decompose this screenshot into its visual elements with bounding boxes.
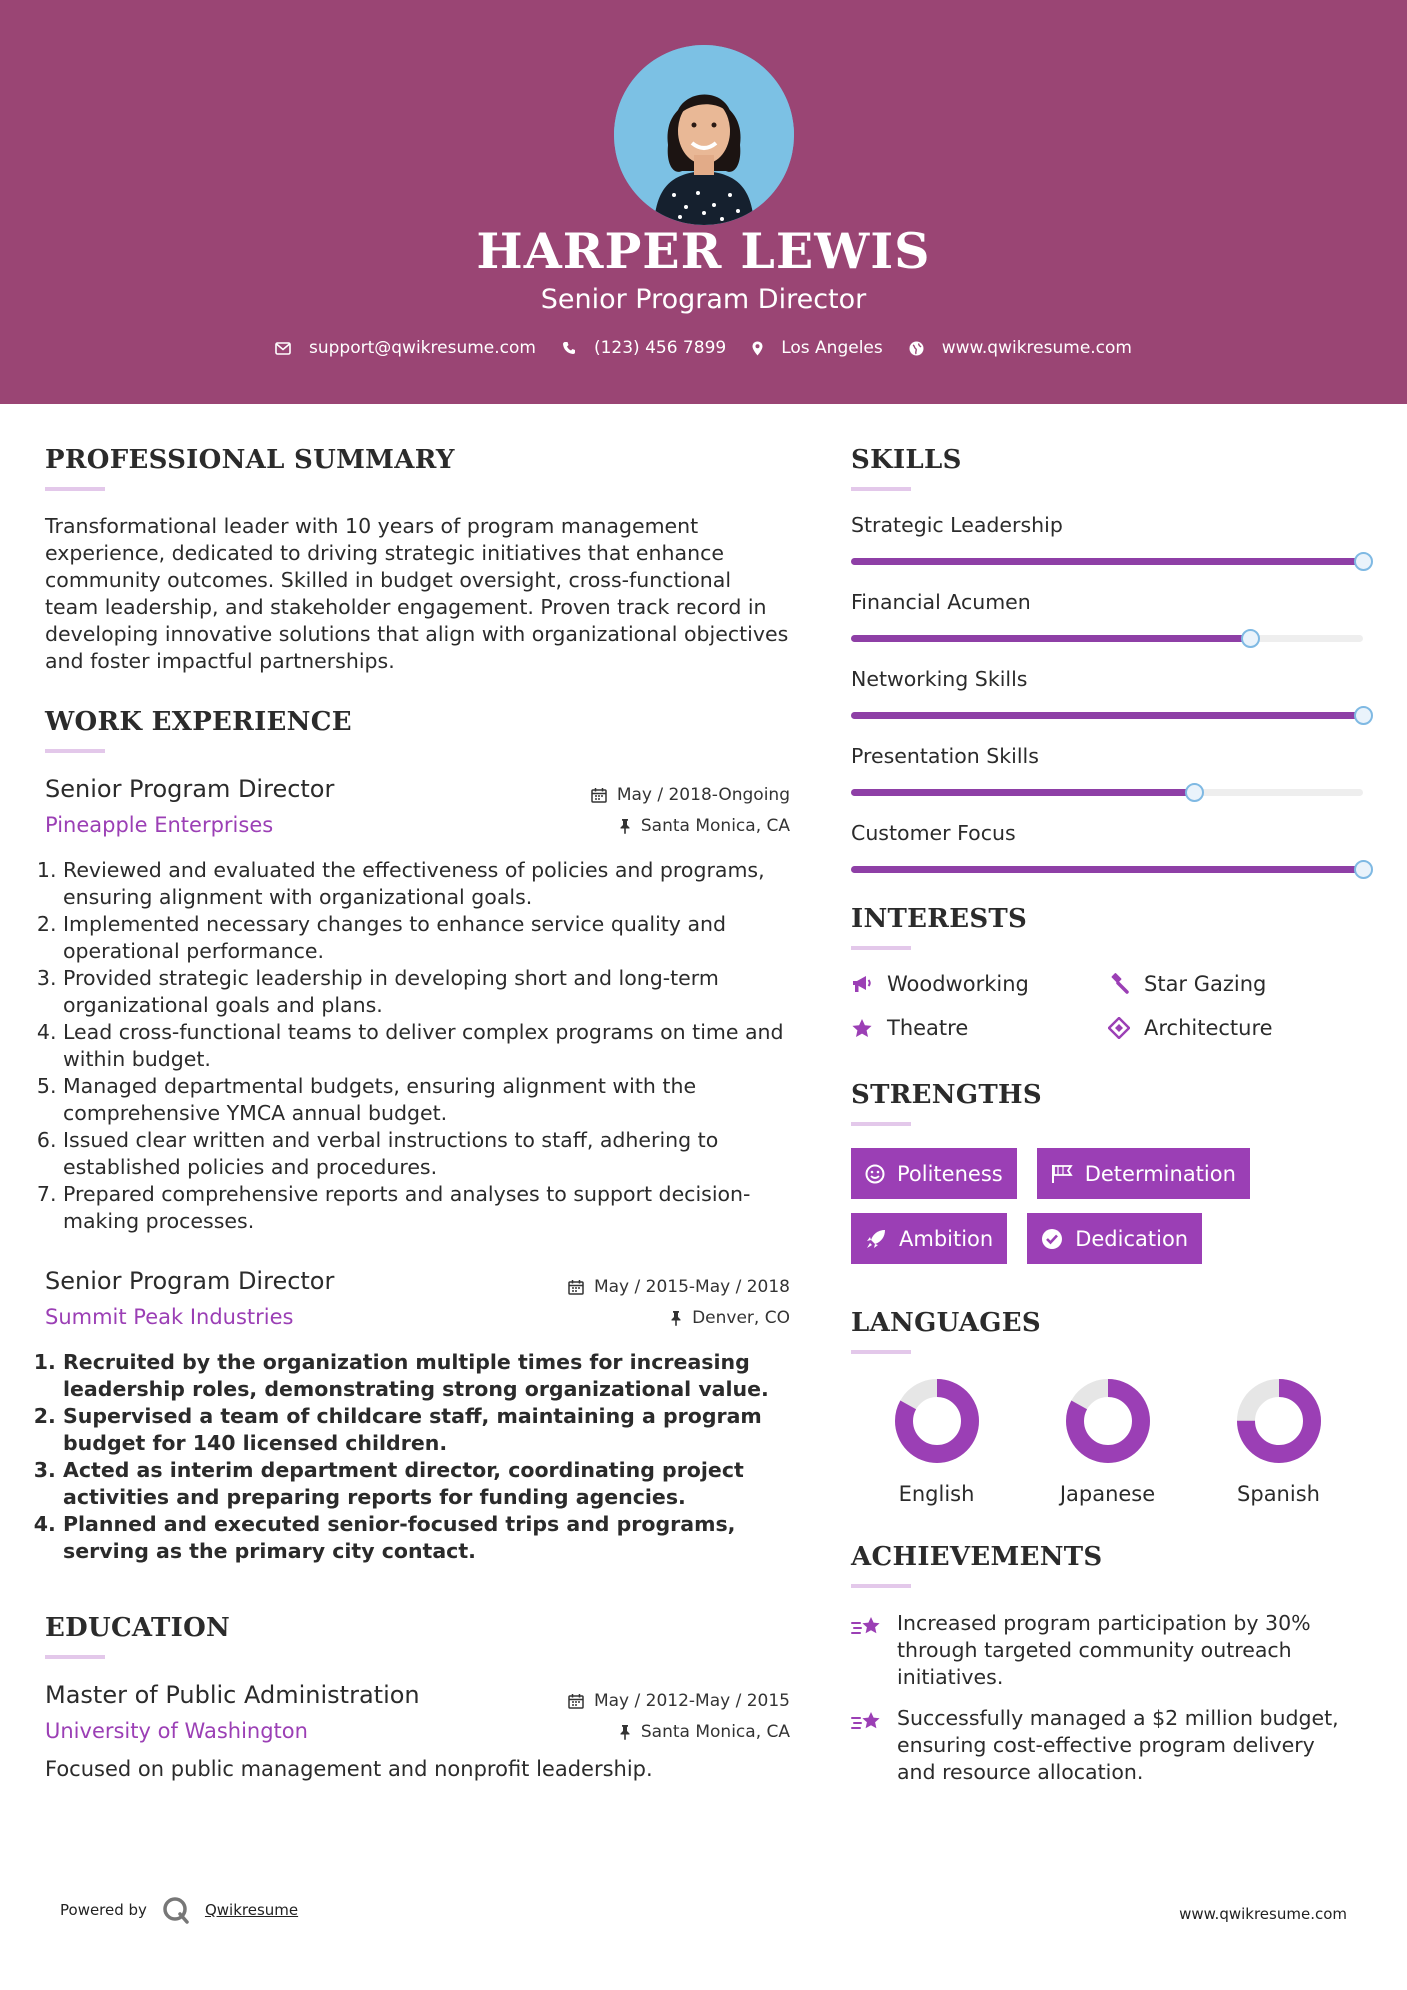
contact-bar <box>0 338 1407 358</box>
interests-list <box>851 972 1371 1040</box>
duty-item: 7. Prepared comprehensive reports and analyses to support decision-making processes. <box>63 1181 790 1235</box>
section-divider <box>851 946 911 950</box>
duty-item: 4. Planned and executed senior-focused trips and programs, serving as the primary city contact. <box>63 1511 790 1565</box>
duty-item: 5. Managed departmental budgets, ensuring alignment with the comprehensive YMCA annual budget. <box>63 1073 790 1127</box>
footer-powered-by <box>60 1895 298 1925</box>
job-title: Senior Program Director <box>45 1267 335 1295</box>
pushpin-icon <box>619 1724 631 1740</box>
shooting-star-icon <box>851 1614 883 1640</box>
calendar-icon <box>568 1693 584 1709</box>
job-company: Pineapple Enterprises <box>45 813 274 837</box>
job-duties <box>45 1349 790 1565</box>
interest-item <box>1108 972 1358 996</box>
skill-item <box>851 513 1371 590</box>
phone-icon <box>562 341 576 355</box>
education-description: Focused on public management and nonprofit leadership. <box>45 1757 653 1781</box>
strength-label: Ambition <box>899 1226 994 1251</box>
qwikresume-logo-icon <box>161 1895 191 1925</box>
skill-level-handle <box>1241 629 1260 648</box>
right-column <box>851 445 1371 1800</box>
language-donut <box>892 1376 982 1466</box>
language-label: Spanish <box>1237 1482 1320 1506</box>
language-label: English <box>898 1482 975 1506</box>
duty-item: 2. Supervised a team of childcare staff, maintaining a program budget for 140 licensed children. <box>63 1403 790 1457</box>
skills-list <box>851 513 1371 898</box>
smile-icon <box>865 1164 885 1184</box>
job-company: Summit Peak Industries <box>45 1305 294 1329</box>
skill-name: Financial Acumen <box>851 590 1031 614</box>
strengths-heading: STRENGTHS <box>851 1080 1042 1110</box>
gavel-icon <box>1108 973 1130 995</box>
section-divider <box>45 487 105 491</box>
skill-level-fill <box>851 789 1194 796</box>
pushpin-icon <box>619 818 631 834</box>
strengths-section <box>851 1080 1371 1278</box>
language-donut <box>1234 1376 1324 1466</box>
avatar <box>614 45 794 225</box>
contact-website-text: www.qwikresume.com <box>941 338 1132 358</box>
section-divider <box>851 1584 911 1588</box>
interest-item <box>851 972 1108 996</box>
interest-label: Architecture <box>1144 1016 1273 1040</box>
job-location: Santa Monica, CA <box>640 815 790 836</box>
skills-heading: SKILLS <box>851 445 962 475</box>
skill-track <box>851 558 1363 565</box>
skill-track <box>851 635 1363 642</box>
skill-name: Strategic Leadership <box>851 513 1063 537</box>
section-divider <box>45 749 105 753</box>
contact-location-text: Los Angeles <box>781 338 883 358</box>
education-heading: EDUCATION <box>45 1613 231 1643</box>
interest-item <box>1108 1016 1358 1040</box>
job-date: May / 2015-May / 2018 <box>593 1276 790 1297</box>
pushpin-icon <box>670 1310 682 1326</box>
language-item <box>851 1376 1022 1506</box>
duty-item: 1. Recruited by the organization multiple times for increasing leadership roles, demonstrating strong organizational value. <box>63 1349 790 1403</box>
strength-tag <box>1037 1148 1250 1199</box>
duty-item: 3. Acted as interim department director, coordinating project activities and preparing reports for funding agencies. <box>63 1457 790 1511</box>
degree-title: Master of Public Administration <box>45 1681 420 1709</box>
contact-email[interactable] <box>275 338 536 358</box>
job-title: Senior Program Director <box>45 775 335 803</box>
contact-phone-text: (123) 456 7899 <box>593 338 727 358</box>
skill-level-handle <box>1354 860 1373 879</box>
strength-label: Determination <box>1084 1161 1236 1186</box>
experience-section <box>45 707 790 1565</box>
duty-item: 3. Provided strategic leadership in developing short and long-term organizational goals and plans. <box>63 965 790 1019</box>
job-entry <box>45 1267 790 1565</box>
achievements-heading: ACHIEVEMENTS <box>851 1542 1103 1572</box>
flag-icon <box>1051 1164 1073 1184</box>
contact-email-text: support@qwikresume.com <box>309 338 536 358</box>
summary-text: Transformational leader with 10 years of program management experience, dedicated to driving strategic initiatives that enhance community outcomes. Skilled in budget oversight, cross-functional team leadership, and stakeholder engagement. Proven track record in developing innovative solutions that align with organizational objectives and foster impactful partnerships. <box>45 514 789 673</box>
achievement-text: Increased program participation by 30% through targeted community outreach initiatives. <box>897 1611 1311 1689</box>
duty-item: 1. Reviewed and evaluated the effectiveness of policies and programs, ensuring alignment with organizational goals. <box>63 857 790 911</box>
skill-level-handle <box>1185 783 1204 802</box>
contact-website[interactable] <box>909 338 1132 358</box>
job-meta <box>568 1271 790 1333</box>
contact-phone[interactable] <box>562 338 726 358</box>
profile-photo <box>614 45 794 225</box>
education-section <box>45 1613 790 1781</box>
interests-section <box>851 904 1371 1040</box>
education-date: May / 2012-May / 2015 <box>593 1690 790 1711</box>
languages-list <box>851 1376 1371 1506</box>
skill-name: Networking Skills <box>851 667 1028 691</box>
school-name: University of Washington <box>45 1719 308 1743</box>
strength-tag <box>1027 1213 1202 1264</box>
skill-item <box>851 821 1371 898</box>
section-divider <box>851 487 911 491</box>
job-entry <box>45 775 790 1235</box>
language-label: Japanese <box>1059 1482 1156 1506</box>
skill-item <box>851 667 1371 744</box>
language-item <box>1022 1376 1193 1506</box>
job-location: Denver, CO <box>692 1307 790 1328</box>
education-location: Santa Monica, CA <box>640 1721 790 1742</box>
strengths-list <box>851 1148 1371 1278</box>
education-entry <box>45 1681 790 1781</box>
skill-level-handle <box>1354 552 1373 571</box>
skill-item <box>851 590 1371 667</box>
strength-tag <box>851 1213 1007 1264</box>
skill-name: Customer Focus <box>851 821 1016 845</box>
calendar-icon <box>591 787 607 803</box>
globe-icon <box>909 341 924 356</box>
skill-level-fill <box>851 866 1363 873</box>
skills-section <box>851 445 1371 898</box>
duty-item: 4. Lead cross-functional teams to deliver complex programs on time and within budget. <box>63 1019 790 1073</box>
candidate-name: HARPER LEWIS <box>476 222 931 280</box>
skill-track <box>851 866 1363 873</box>
envelope-icon <box>275 342 291 355</box>
skill-name: Presentation Skills <box>851 744 1039 768</box>
skill-track <box>851 789 1363 796</box>
star-icon <box>851 1018 873 1039</box>
check-circle-icon <box>1041 1228 1063 1250</box>
megaphone-icon <box>851 974 873 994</box>
section-divider <box>851 1122 911 1126</box>
language-donut <box>1063 1376 1153 1466</box>
ticket-icon <box>1108 1017 1130 1039</box>
achievement-text: Successfully managed a $2 million budget, ensuring cost-effective program delivery and resource allocation. <box>897 1706 1339 1784</box>
resume-header <box>0 0 1407 404</box>
skill-level-handle <box>1354 706 1373 725</box>
languages-section <box>851 1308 1371 1506</box>
powered-by-label: Powered by <box>60 1901 147 1919</box>
strength-tag <box>851 1148 1017 1199</box>
skill-track <box>851 712 1363 719</box>
experience-heading: WORK EXPERIENCE <box>45 707 352 737</box>
section-divider <box>45 1655 105 1659</box>
achievement-item <box>851 1705 1371 1786</box>
achievements-section <box>851 1542 1371 1786</box>
candidate-title: Senior Program Director <box>540 284 867 315</box>
languages-heading: LANGUAGES <box>851 1308 1041 1338</box>
interest-item <box>851 1016 1108 1040</box>
skill-level-fill <box>851 712 1363 719</box>
job-duties <box>45 857 790 1235</box>
job-meta <box>591 779 790 841</box>
contact-location <box>752 338 883 358</box>
shooting-star-icon <box>851 1709 883 1735</box>
qwikresume-link[interactable]: Qwikresume <box>204 1901 299 1919</box>
achievement-item <box>851 1610 1371 1691</box>
rocket-icon <box>865 1228 887 1250</box>
duty-item: 2. Implemented necessary changes to enhance service quality and operational performance. <box>63 911 790 965</box>
map-pin-icon <box>752 341 763 356</box>
skill-level-fill <box>851 635 1250 642</box>
summary-heading: PROFESSIONAL SUMMARY <box>45 445 455 475</box>
calendar-icon <box>568 1279 584 1295</box>
language-item <box>1193 1376 1364 1506</box>
education-meta <box>568 1685 790 1747</box>
summary-section <box>45 445 790 675</box>
left-column <box>45 445 790 1781</box>
skill-level-fill <box>851 558 1363 565</box>
skill-item <box>851 744 1371 821</box>
interest-label: Star Gazing <box>1144 972 1267 996</box>
strength-label: Politeness <box>897 1161 1003 1186</box>
interest-label: Theatre <box>887 1016 969 1040</box>
strength-label: Dedication <box>1075 1226 1189 1251</box>
duty-item: 6. Issued clear written and verbal instructions to staff, adhering to established policies and procedures. <box>63 1127 790 1181</box>
footer-url[interactable]: www.qwikresume.com <box>1179 1905 1347 1923</box>
interests-heading: INTERESTS <box>851 904 1028 934</box>
section-divider <box>851 1350 911 1354</box>
interest-label: Woodworking <box>887 972 1029 996</box>
job-date: May / 2018-Ongoing <box>616 784 790 805</box>
